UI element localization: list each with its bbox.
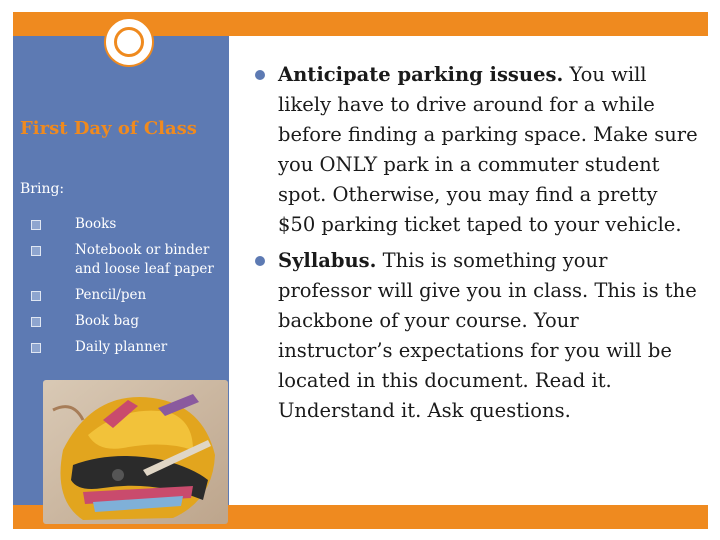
ring-inner (114, 27, 144, 57)
list-item-label: Book bag (75, 313, 139, 329)
list-item (31, 241, 236, 279)
list-item-label: Daily planner (75, 339, 168, 355)
list-item (31, 312, 236, 331)
list-item (31, 215, 236, 234)
main-content-list (253, 60, 698, 426)
ring-ornament-icon (104, 17, 154, 67)
sidebar-panel (13, 36, 229, 505)
bullet-dot-icon (255, 256, 265, 266)
checkbox-bullet-icon (31, 220, 41, 230)
list-item (253, 246, 698, 426)
checkbox-bullet-icon (31, 343, 41, 353)
bullet-text: You will likely have to drive around for a while before finding a parking space. Make sure you ONLY park in a commuter student spot. Otherwise, you may find a pretty $50 parking ticket taped to your vehicle. (278, 63, 698, 236)
backpack-photo (43, 380, 228, 524)
list-item-label: Notebook or binder and loose leaf paper (75, 242, 214, 277)
backpack-image-icon (43, 380, 228, 524)
bullet-heading: Anticipate parking issues. (278, 63, 564, 86)
bring-label: Bring: (20, 181, 65, 197)
list-item (31, 338, 236, 357)
bullet-heading: Syllabus. (278, 249, 377, 272)
checkbox-bullet-icon (31, 291, 41, 301)
list-item-label: Pencil/pen (75, 287, 147, 303)
list-item (31, 286, 236, 305)
checkbox-bullet-icon (31, 246, 41, 256)
bullet-text: This is something your professor will give you in class. This is the backbone of your course. Your instructor’s expectations for you will be located in this document. Read it. Understand it. Ask questions. (278, 249, 697, 422)
slide-title: First Day of Class (20, 118, 197, 139)
list-item (253, 60, 698, 240)
bullet-dot-icon (255, 70, 265, 80)
checkbox-bullet-icon (31, 317, 41, 327)
bring-list (31, 215, 236, 364)
list-item-label: Books (75, 216, 117, 232)
